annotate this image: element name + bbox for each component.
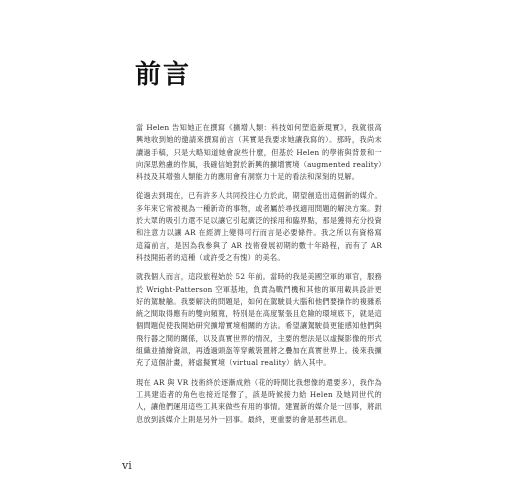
paragraph-4: 現在 AR 與 VR 技術終於逐漸成熟（花的時間比我想像的還要多），我作為工具建造者的角色也接近尾聲了，該是時候接力給 Helen 及她同世代的人，讓他們運用這些工具來做些有用的事情。建置新的媒介是一回事，將訊息放到該媒介上則是另外一回事。最終，更重要的會是那些訊息。 — [136, 377, 382, 424]
page-title: 前言 — [135, 60, 192, 90]
page-number: vi — [122, 459, 132, 472]
paragraph-1: 當 Helen 告知她正在撰寫《擴增人類：科技如何塑造新現實》，我就很高興地收到她的邀請來撰寫前言（其實是我要求她讓我寫的）。那時，我尚未讀過手稿，只是大略知道她會說些什麼，但基於 Helen 的學術與背景和一向深思熟慮的作風，我確信她對於新興的擴增實境（augmented reality）科技及其增強人類能力的應用會有洞察力十足的看法和深刻的見解。 — [136, 123, 382, 182]
body-text — [136, 122, 382, 433]
paragraph-2: 從過去到現在，已有許多人共同投注心力於此，期望創造出這個新的媒介。多年來它常被視為一種新奇的事物，或者屬於尋找適用問題的解決方案。對於大眾的吸引力還不足以讓它引起廣泛的採用和臨界點，那是獲得充分投資和注意力以讓 AR 在經濟上變得可行而言是必要條件。我之所以有資格寫這篇前言，是因為我參與了 AR 技術發展初期的數十年路程，而有了 AR 科技開拓者的這種（或許受之有愧）的美名。 — [136, 191, 382, 262]
paragraph-3: 就我個人而言，這段旅程始於 52 年前。當時的我是美國空軍的軍官，服務於 Wright-Patterson 空軍基地，負責為戰鬥機和其他的軍用載具設計更好的駕駛艙。我要解決的問題是，如何在駕駛員大腦和他們要操作的複雜系統之間取得應有的雙向頻寬，特別是在高度緊張且危險的環境底下，就是這個問題促使我開始研究擴增實境相關的方法。希望讓駕駛員更能感知他們與飛行器之間的關係，以及真實世界的情況，主要的想法是以虛擬影像的形式組織並描繪資訊，再透過頭盔等穿戴裝置將之疊加在真實世界上。後來我擴充了這個計畫，將虛擬實境（virtual reality）納入其中。 — [136, 272, 382, 368]
